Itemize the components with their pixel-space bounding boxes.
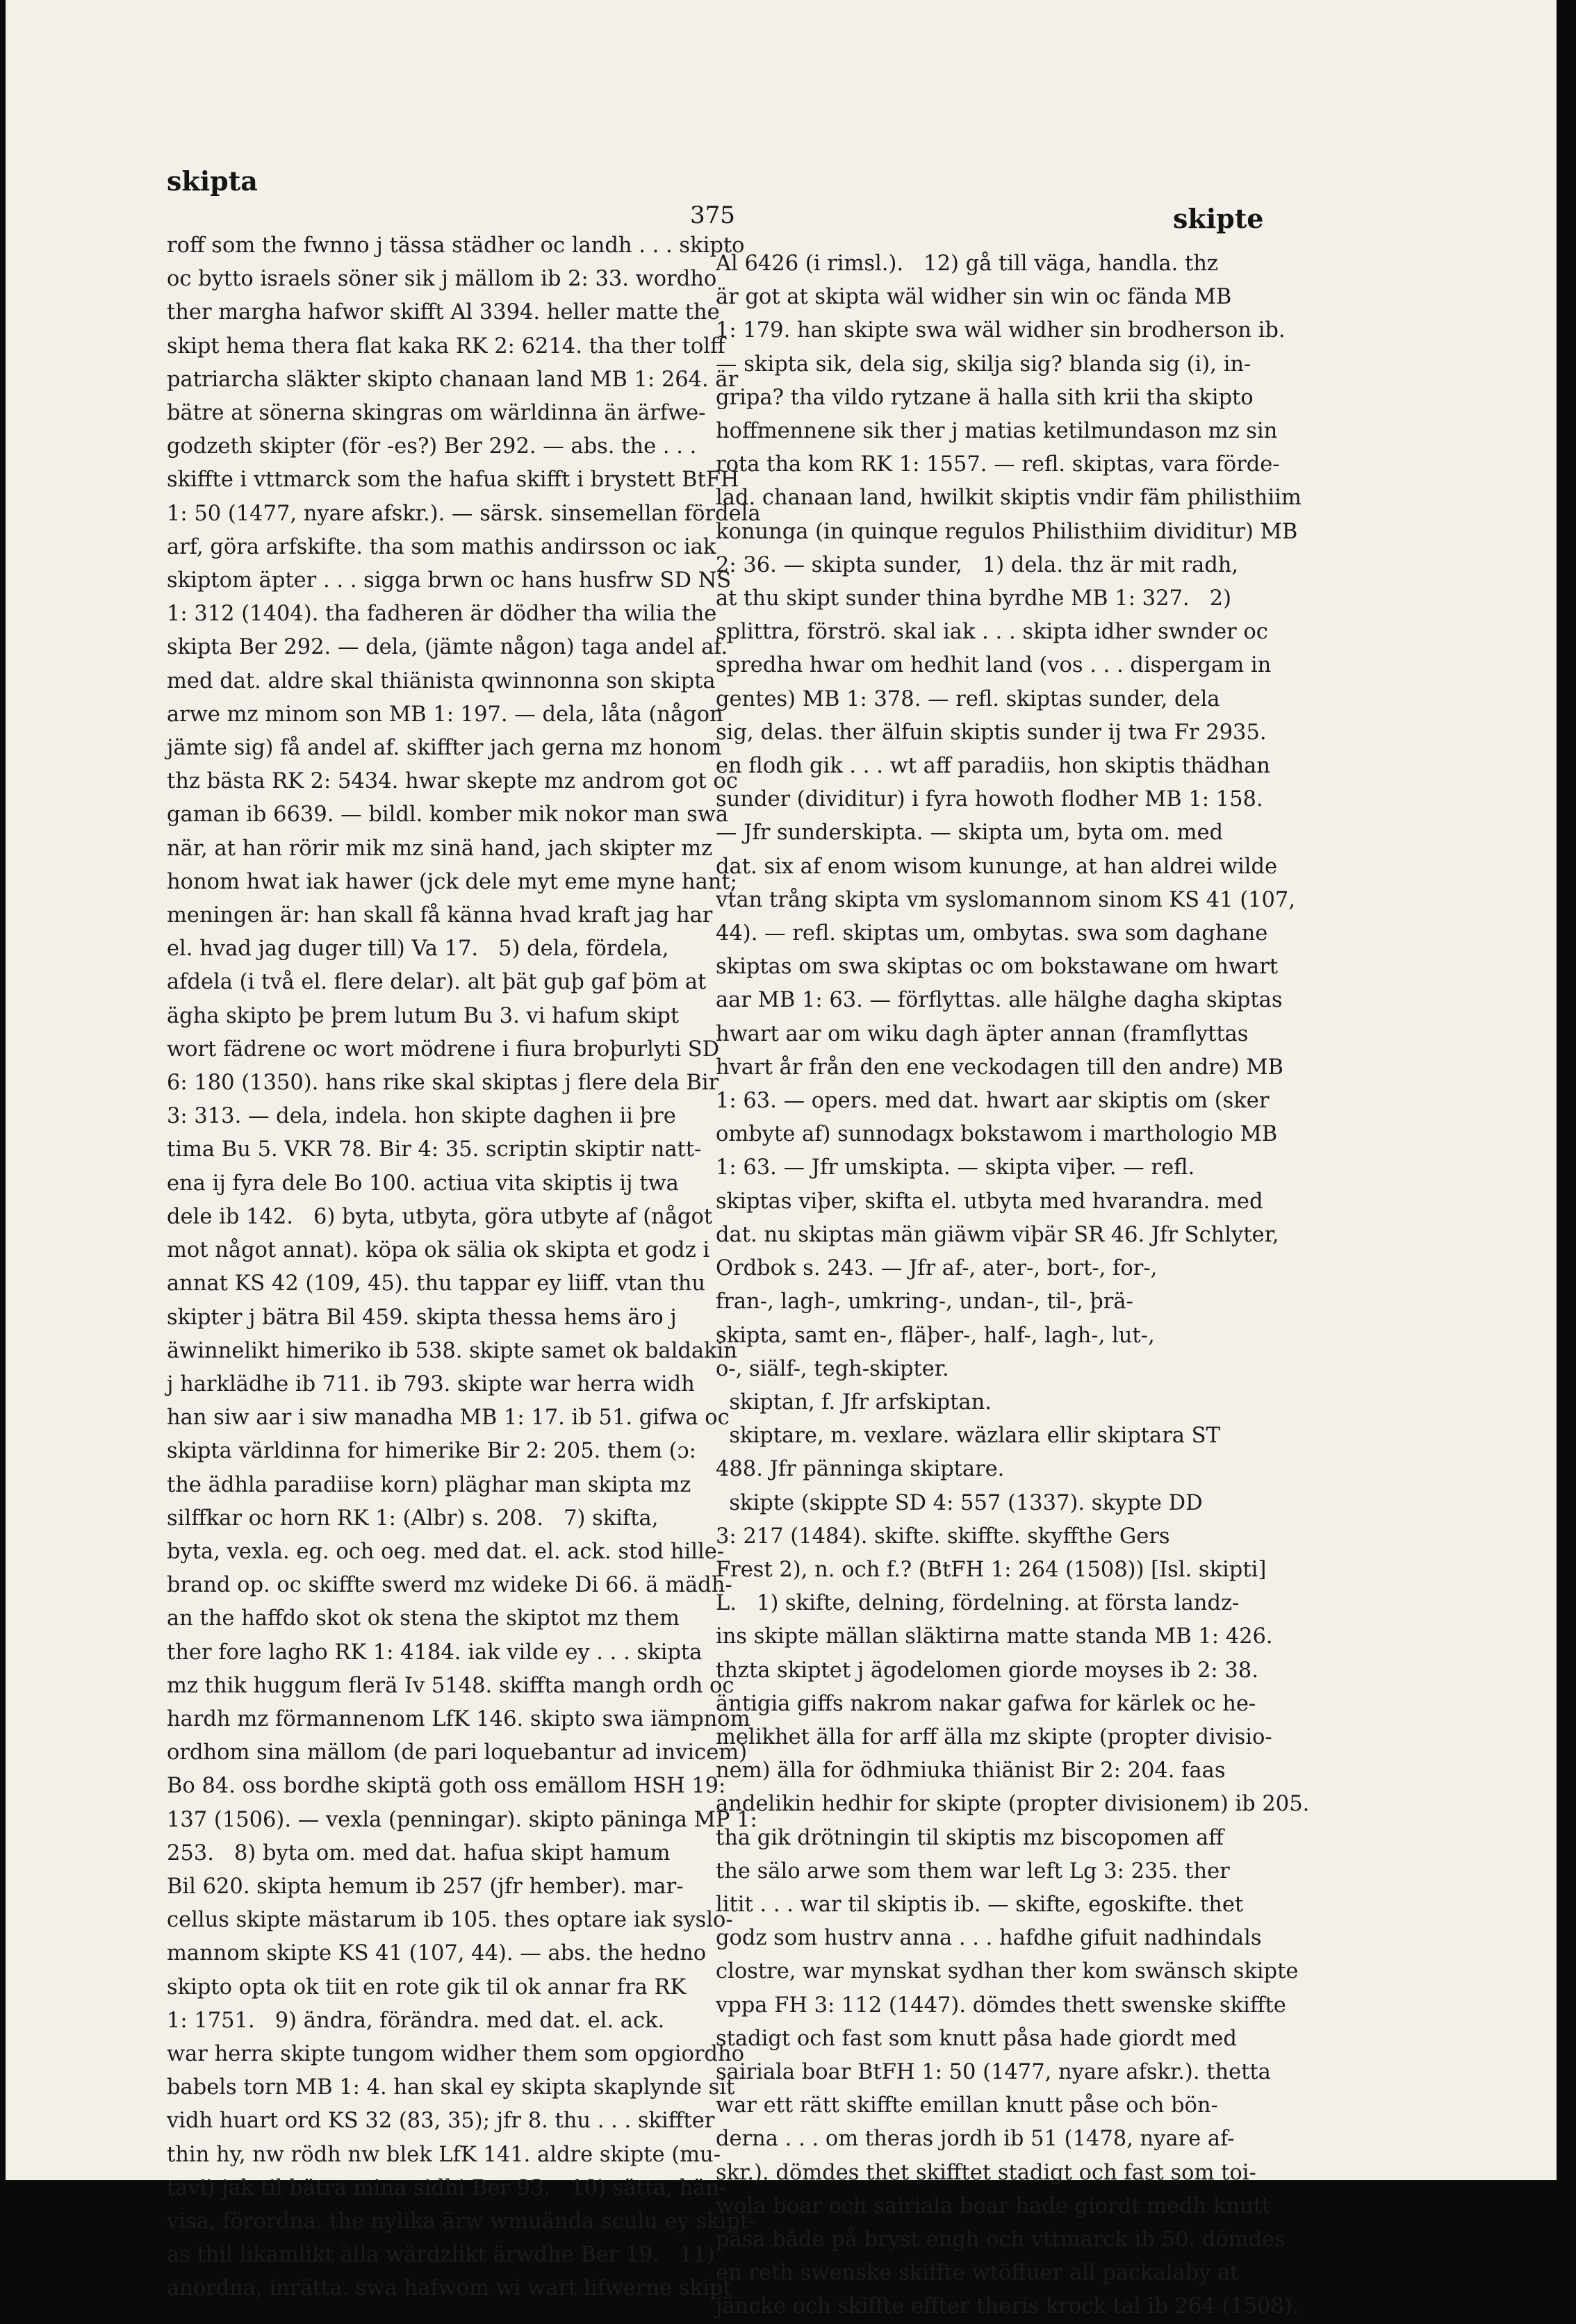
left-column-text: roff som the fwnno j tässa städher oc landh . . . skipto oc bytto israels söner sik j mällom ib 2: 33. wordho ther margha hafwor skifft Al 3394. heller matte the skipt hema thera flat kaka RK 2: 6214. tha ther tolff patriarcha släkter skipto chanaan land MB 1: 264. är bätre at sönerna skingras om wärldinna än ärfwe- godzeth skipter (för -es?) Ber 292. — abs. the . . . skiffte i vttmarck som the hafua skifft i brystett BtFH 1: 50 (1477, nyare afskr.). — särsk. sinsemellan fördela arf, göra arfskifte. tha som mathis andirsson oc iak skiptom äpter . . . sigga brwn oc hans husfrw SD NS 1: 312 (1404). tha fadheren är dödher tha wilia the skipta Ber 292. — dela, (jämte någon) taga andel af. med dat. aldre skal thiänista qwinnonna son skipta arwe mz minom son MB 1: 197. — dela, låta (någon jämte sig) få andel af. skiffter jach gerna mz honom thz bästa RK 2: 5434. hwar skepte mz androm got oc gaman ib 6639. — bildl. komber mik nokor man swa när, at han rörir mik mz sinä hand, jach skipter mz honom hwat iak hawer (jck dele myt eme myne hant; meningen är: han skall få känna hvad kraft jag har el. hvad jag duger till) Va 17. 5) dela, fördela, afdela (i två el. flere delar). alt þät guþ gaf þöm at ägha skipto þe þrem lutum Bu 3. vi hafum skipt wort fädrene oc wort mödrene i fiura broþurlyti SD 6: 180 (1350). hans rike skal skiptas j flere dela Bir 3: 313. — dela, indela. hon skipte daghen ii þre tima Bu 5. VKR 78. Bir 4: 35. scriptin skiptir natt- ena ij fyra dele Bo 100. actiua vita skiptis ij twa dele ib 142. 6) byta, utbyta, göra utbyte af (något mot något annat). köpa ok sälia ok skipta et godz i annat KS 42 (109, 45). thu tappar ey liiff. vtan thu skipter j bätra Bil 459. skipta thessa hems äro j äwinnelikt himeriko ib 538. skipte samet ok baldakin j harklädhe ib 711. ib 793. skipte war herra widh han siw aar i siw manadha MB 1: 17. ib 51. gifwa oc skipta världinna for himerike Bir 2: 205. them (ɔ: the ädhla paradiise korn) pläghar man skipta mz silffkar oc horn RK 1: (Albr) s. 208. 7) skifta, byta, vexla. eg. och oeg. med dat. el. ack. stod hille- brand op. oc skiffte swerd mz wideke Di 66. ä mädh- an the haffdo skot ok stena the skiptot mz them ther fore lagho RK 1: 4184. iak vilde ey . . . skipta mz thik huggum flerä Iv 5148. skiffta mangh ordh oc hardh mz förmannenom LfK 146. skipto swa iämpnom ordhom sina mällom (de pari loquebantur ad invicem) Bo 84. oss bordhe skiptä goth oss emällom HSH 19: 137 (1506). — vexla (penningar). skipto päninga MP 1: 253. 8) byta om. med dat. hafua skipt hamum Bil 620. skipta hemum ib 257 (jfr hember). mar- cellus skipte mästarum ib 105. thes optare iak syslo- mannom skipte KS 41 (107, 44). — abs. the hedno skipto opta ok tiit en rote gik til ok annar fra RK 1: 1751. 9) ändra, förändra. med dat. el. ack. war herra skipte tungom widher them som opgiordho babels torn MB 1: 4. han skal ey skipta skaplynde sit vidh huart ord KS 32 (83, 35); jfr 8. thu . . . skiffter thin hy, nw rödh nw blek LfK 141. aldre skipte (mu- tavi) jak til bätra mina sidhi Ber 93. 10) sätta, hän- visa, förordna. the nylika ärw wmuända sculu ey skipt- as thil likamlikt älla wärdzlikt ärwdhe Ber 19. 11) anordna, inrätta. swa hafwom wi wart lifwerne skipt [167,233,761,2301]
page-number: 375 [690,201,735,229]
running-headword-right: skipte [1173,203,1264,234]
dictionary-page [6,0,1557,2319]
right-column-text: Al 6426 (i rimsl.). 12) gå till väga, handla. thz är got at skipta wäl widher sin win oc fända MB 1: 179. han skipte swa wäl widher sin brodherson ib. — skipta sik, dela sig, skilja sig? blanda sig (i), in- gripa? tha vildo rytzane ä halla sith krii tha skipto hoffmennene sik ther j matias ketilmundason mz sin rota tha kom RK 1: 1557. — refl. skiptas, vara förde- lad. chanaan land, hwilkit skiptis vndir fäm philisthiim konunga (in quinque regulos Philisthiim dividitur) MB 2: 36. — skipta sunder, 1) dela. thz är mit radh, at thu skipt sunder thina byrdhe MB 1: 327. 2) splittra, förströ. skal iak . . . skipta idher swnder oc spredha hwar om hedhit land (vos . . . dispergam in gentes) MB 1: 378. — refl. skiptas sunder, dela sig, delas. ther älfuin skiptis sunder ij twa Fr 2935. en flodh gik . . . wt aff paradiis, hon skiptis thädhan sunder (dividitur) i fyra howoth flodher MB 1: 158. — Jfr sunderskipta. — skipta um, byta om. med dat. six af enom wisom kununge, at han aldrei wilde vtan trång skipta vm syslomannom sinom KS 41 (107, 44). — refl. skiptas um, ombytas. swa som daghane skiptas om swa skiptas oc om bokstawane om hwart aar MB 1: 63. — förflyttas. alle hälghe dagha skiptas hwart aar om wiku dagh äpter annan (framflyttas hvart år från den ene veckodagen till den andre) MB 1: 63. — opers. med dat. hwart aar skiptis om (sker ombyte af) sunnodagx bokstawom i marthologio MB 1: 63. — Jfr umskipta. — skipta viþer. — refl. skiptas viþer, skifta el. utbyta med hvarandra. med dat. nu skiptas män giäwm viþär SR 46. Jfr Schlyter, Ordbok s. 243. — Jfr af-, ater-, bort-, for-, fran-, lagh-, umkring-, undan-, til-, þrä- skipta, samt en-, fläþer-, half-, lagh-, lut-, o-, siälf-, tegh-skipter. skiptan, f. Jfr arfskiptan. skiptare, m. vexlare. wäzlara ellir skiptara ST 488. Jfr pänninga skiptare. skipte (skippte SD 4: 557 (1337). skypte DD 3: 217 (1484). skifte. skiffte. skyffthe Gers Frest 2), n. och f.? (BtFH 1: 264 (1508)) [Isl. skipti] L. 1) skifte, delning, fördelning. at första landz- ins skipte mällan släktirna matte standa MB 1: 426. thzta skiptet j ägodelomen giorde moyses ib 2: 38. äntigia giffs nakrom nakar gafwa for kärlek oc he- melikhet älla for arff älla mz skipte (propter divisio- nem) älla for ödhmiuka thiänist Bir 2: 204. faas andelikin hedhir for skipte (propter divisionem) ib 205. tha gik drötningin til skiptis mz biscopomen aff the sälo arwe som them war left Lg 3: 235. ther litit . . . war til skiptis ib. — skifte, egoskifte. thet godz som hustrv anna . . . hafdhe gifuit nadhindals clostre, war mynskat sydhan ther kom swänsch skipte vppa FH 3: 112 (1447). dömdes thett swenske skiffte stadigt och fast som knutt påsa hade giordt med sairiala boar BtFH 1: 50 (1477, nyare afskr.). thetta war ett rätt skiffte emillan knutt påse och bön- derna . . . om theras jordh ib 51 (1478, nyare af- skr.). dömdes thet skifftet stadigt och fast som toi- wola boar och sairiala boar hade giordt medh knutt påsa både på bryst engh och vttmarck ib 50. dömdes en reth swenske skiffte wtöffuer all packalaby at jäncke och skiffte effter theris krock tal ib 264 (1508). [716,252,1310,2319]
running-headword-left: skipta [167,165,258,197]
